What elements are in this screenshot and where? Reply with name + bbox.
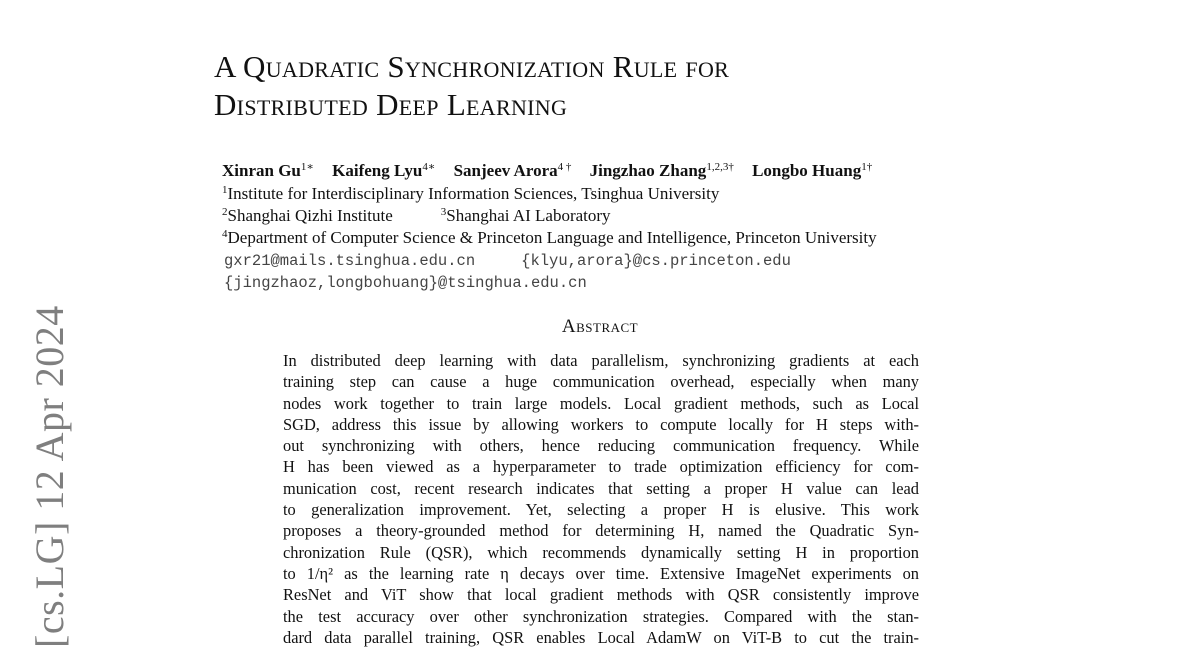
email-3[interactable]: {jingzhaoz,longbohuang}@tsinghua.edu.cn — [224, 274, 587, 292]
abstract-line: training step can cause a huge communication overhead, especially when many — [283, 372, 919, 392]
email-1[interactable]: gxr21@mails.tsinghua.edu.cn — [224, 252, 476, 270]
affiliation-2-3: $^2$Shanghai Qizhi Institute $^3$Shanghai AI Laboratory — [222, 206, 611, 225]
author-3: Sanjeev Arora$^{4 \dagger}$ — [453, 161, 572, 180]
affiliation-4: $^4$Department of Computer Science & Princeton Language and Intelligence, Princeton University — [222, 228, 877, 247]
abstract-line: dard data parallel training, QSR enables Local AdamW on ViT-B to cut the train- — [283, 627, 919, 647]
arxiv-side-stamp: [cs.LG] 12 Apr 2024 — [27, 305, 72, 648]
title-line-1: A Quadratic Synchronization Rule for — [214, 49, 730, 84]
email-2[interactable]: {klyu,arora}@cs.princeton.edu — [521, 252, 791, 270]
author-list — [222, 160, 1002, 182]
email-line-1 — [224, 252, 791, 270]
abstract-line: nodes work together to train large models. Local gradient methods, such as Local — [283, 393, 919, 413]
abstract-line: H has been viewed as a hyperparameter to trade optimization efficiency for com- — [283, 457, 919, 477]
abstract-line: ResNet and ViT show that local gradient methods with QSR consistently improve — [283, 585, 919, 605]
abstract-line: to 1/η² as the learning rate η decays over time. Extensive ImageNet experiments on — [283, 563, 919, 583]
paper-title — [214, 48, 974, 124]
abstract-text — [283, 350, 919, 648]
abstract-line: the test accuracy over other synchronization strategies. Compared with the stan- — [283, 606, 919, 626]
abstract-line: SGD, address this issue by allowing workers to compute locally for H steps with- — [283, 414, 919, 434]
abstract-line: In distributed deep learning with data parallelism, synchronizing gradients at each — [283, 351, 919, 370]
abstract-line: proposes a theory-grounded method for determining H, named the Quadratic Syn- — [283, 521, 919, 541]
author-1: Xinran $Gu^{1∗}$ — [222, 161, 314, 180]
abstract-line: chronization Rule (QSR), which recommends dynamically setting H in proportion — [283, 542, 919, 562]
title-line-2: Distributed Deep Learning — [214, 87, 568, 122]
affiliation-1: $^1$Institute for Interdisciplinary Information Sciences, Tsinghua University — [222, 184, 720, 203]
abstract-line: to generalization improvement. Yet, selecting a proper H is elusive. This work — [283, 500, 919, 520]
abstract-line: out synchronizing with others, hence reducing communication frequency. While — [283, 436, 919, 456]
abstract-heading: Abstract — [561, 316, 639, 337]
abstract-line: munication cost, recent research indicates that setting a proper H value can lead — [283, 478, 919, 498]
author-5: Longbo Huang$^{1\dagger}$ — [752, 161, 873, 180]
author-4: Jingzhao Zhang$^{1,2,3\dagger}$ — [589, 161, 734, 180]
email-line-2 — [224, 274, 587, 292]
author-2: Kaifeng Lyu$^{4∗}$ — [332, 161, 436, 180]
